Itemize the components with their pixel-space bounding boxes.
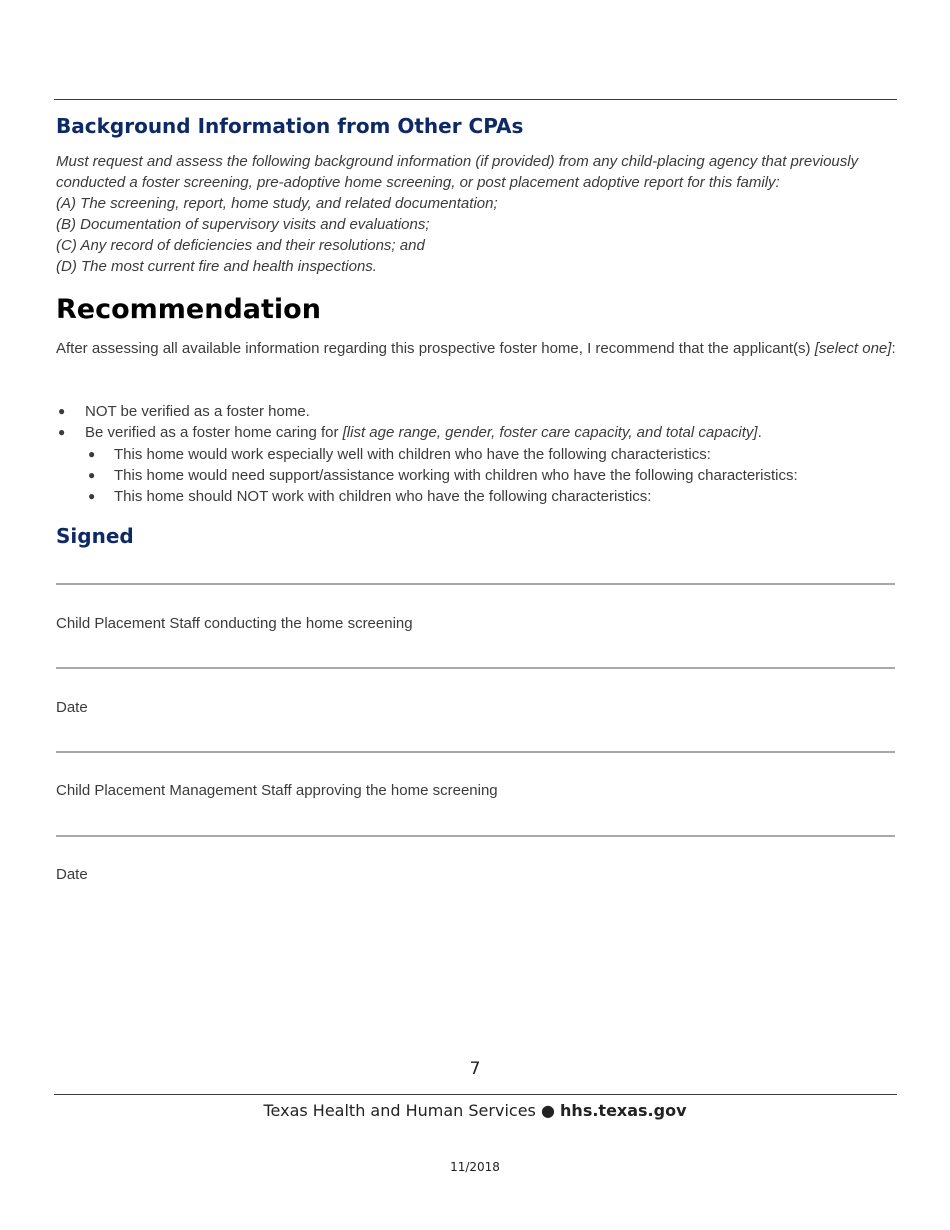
background-item: (A) The screening, report, home study, and related documentation;: [56, 195, 498, 212]
date-line[interactable]: [56, 667, 895, 669]
footer-org: Texas Health and Human Services: [263, 1101, 536, 1120]
footer-rule: [54, 1094, 897, 1095]
recommendation-option: Be verified as a foster home caring for [list age range, gender, foster care capacity, and total capacity].: [85, 424, 762, 441]
bullet-icon: ●: [88, 468, 96, 482]
bullet-icon: ●: [58, 404, 66, 418]
signature-line[interactable]: [56, 583, 895, 585]
bullet-icon: ●: [58, 425, 66, 439]
header-rule: [54, 99, 897, 100]
footer-separator: ●: [540, 1101, 555, 1120]
characteristics-item: This home would work especially well with children who have the following characteristics:: [114, 446, 711, 463]
page-number: 7: [469, 1059, 481, 1079]
revision-date: 11/2018: [450, 1160, 500, 1174]
bullet-icon: ●: [88, 447, 96, 461]
section-heading-background: Background Information from Other CPAs: [56, 114, 524, 138]
section-heading-recommendation: Recommendation: [56, 294, 321, 325]
background-item: (D) The most current fire and health inspections.: [56, 258, 377, 275]
date-label: Date: [56, 866, 88, 883]
signature-label: Child Placement Staff conducting the home screening: [56, 615, 413, 632]
signature-line[interactable]: [56, 751, 895, 753]
date-label: Date: [56, 699, 88, 716]
characteristics-item: This home should NOT work with children who have the following characteristics:: [114, 488, 652, 505]
footer: [0, 1101, 950, 1120]
footer-website[interactable]: hhs.texas.gov: [560, 1101, 687, 1120]
date-line[interactable]: [56, 835, 895, 837]
signature-label: Child Placement Management Staff approving the home screening: [56, 782, 498, 799]
background-item: (B) Documentation of supervisory visits and evaluations;: [56, 216, 430, 233]
background-intro: Must request and assess the following background information (if provided) from any child-placing agency that previously conducted a foster screening, pre-adoptive home screening, or post placement adoptive report for this family: (A) The screening, report, home study, and related documentation; (B) Documentation of supervisory visits and evaluations; (C) Any record of deficiencies and their resolutions; and (D) The most current fire and health inspections.: [56, 153, 859, 275]
recommendation-intro: After assessing all available information regarding this prospective foster home, I recommend that the applicant(s) [select one]:: [56, 340, 896, 357]
bullet-icon: ●: [88, 489, 96, 503]
background-item: (C) Any record of deficiencies and their resolutions; and: [56, 237, 425, 254]
section-heading-signed: Signed: [56, 524, 134, 548]
characteristics-item: This home would need support/assistance working with children who have the following characteristics:: [114, 467, 798, 484]
recommendation-option: NOT be verified as a foster home.: [85, 403, 310, 420]
